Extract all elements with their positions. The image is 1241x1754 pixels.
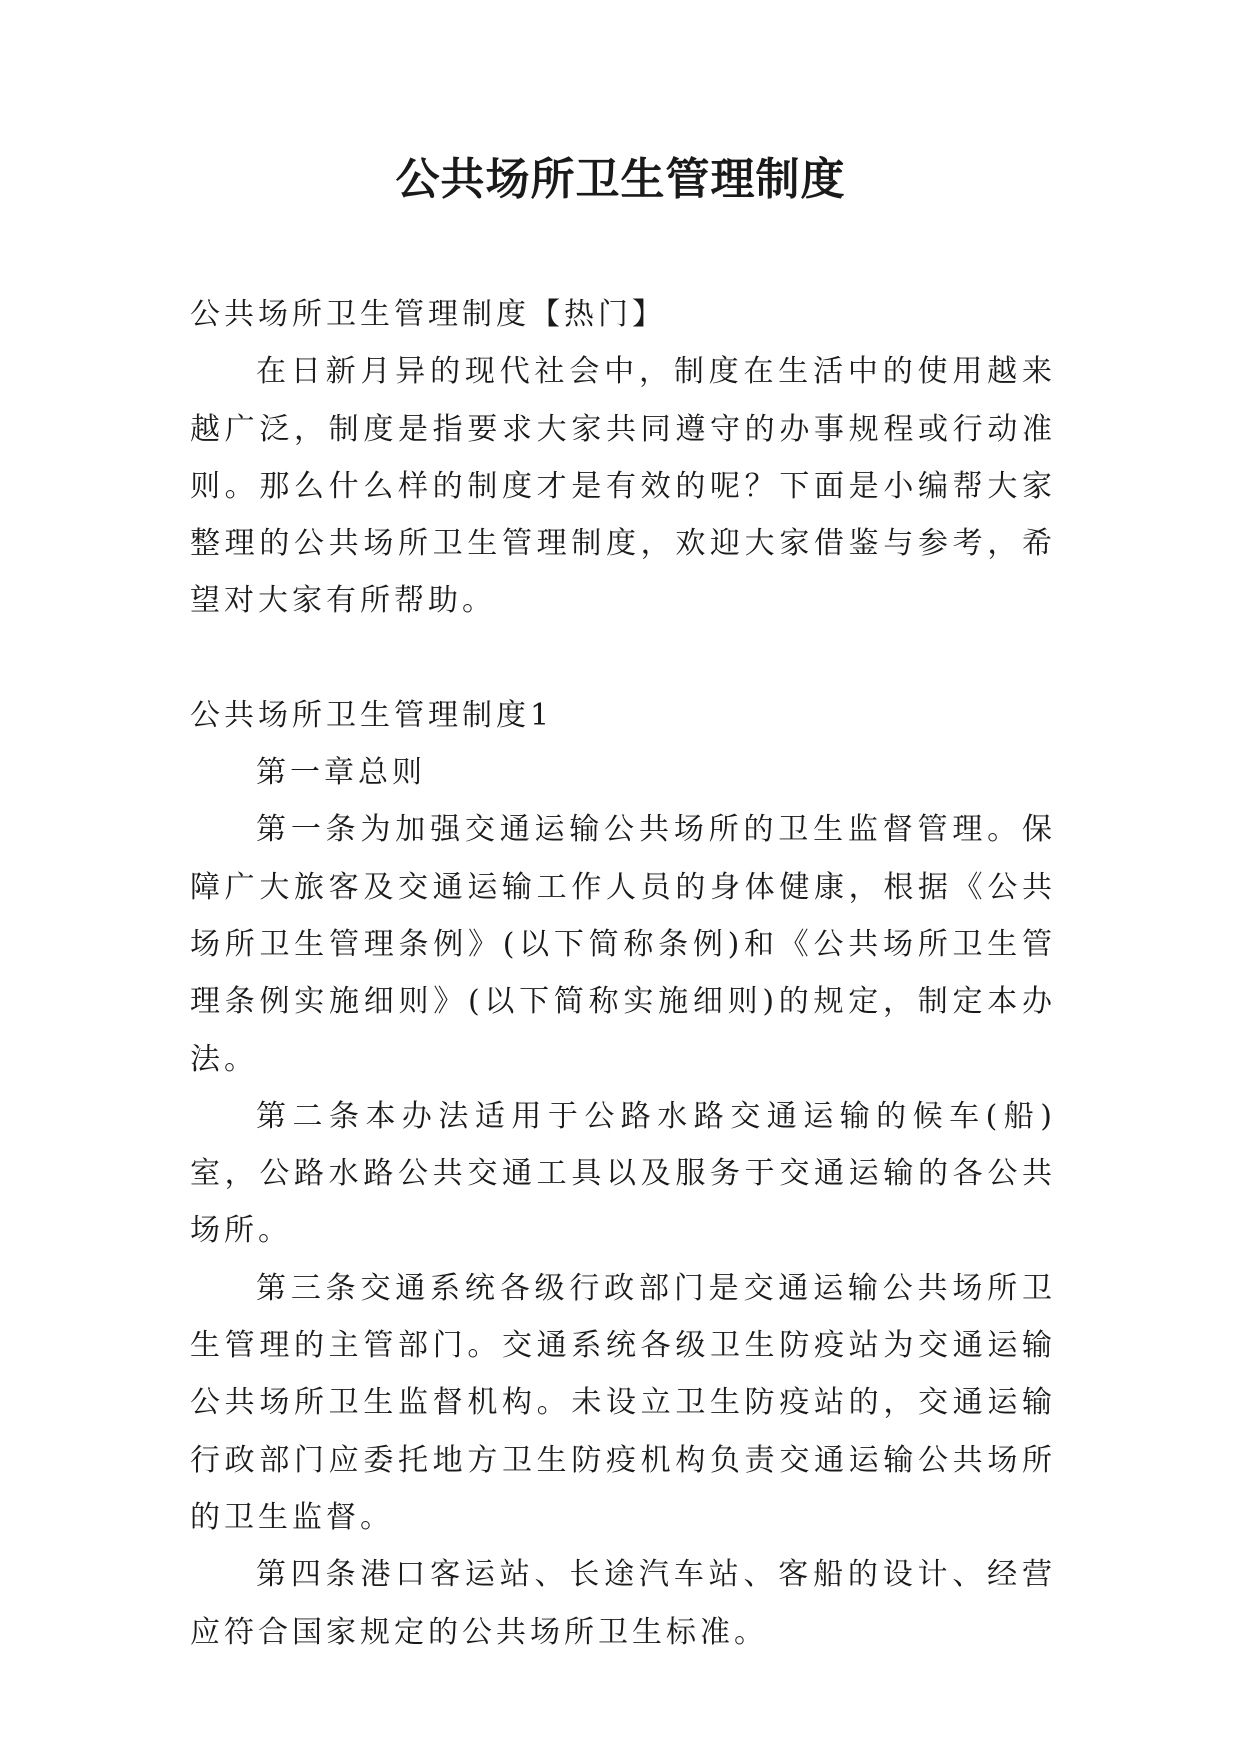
document-body [190,286,1056,1661]
spacer [190,630,1056,687]
article-paragraph: 第四条港口客运站、长途汽车站、客船的设计、经营应符合国家规定的公共场所卫生标准。 [190,1557,1056,1650]
article-paragraph: 第三条交通系统各级行政部门是交通运输公共场所卫生管理的主管部门。交通系统各级卫生防疫站为交通运输公共场所卫生监督机构。未设立卫生防疫站的，交通运输行政部门应委托地方卫生防疫机构负责交通运输公共场所的卫生监督。 [190,1270,1056,1535]
section-heading: 公共场所卫生管理制度1 [190,697,554,733]
intro-paragraph: 在日新月异的现代社会中，制度在生活中的使用越来越广泛，制度是指要求大家共同遵守的办事规程或行动准则。那么什么样的制度才是有效的呢？下面是小编帮大家整理的公共场所卫生管理制度，欢迎大家借鉴与参考，希望对大家有所帮助。 [190,354,1056,619]
article-paragraph: 第一条为加强交通运输公共场所的卫生监督管理。保障广大旅客及交通运输工作人员的身体健康，根据《公共场所卫生管理条例》(以下简称条例)和《公共场所卫生管理条例实施细则》(以下简称实施细则)的规定，制定本办法。 [190,812,1056,1077]
article-paragraph: 第二条本办法适用于公路水路交通运输的候车(船)室，公路水路公共交通工具以及服务于交通运输的各公共场所。 [190,1098,1056,1249]
chapter-heading: 第一章总则 [256,755,426,791]
subtitle: 公共场所卫生管理制度【热门】 [190,297,666,332]
document-title: 公共场所卫生管理制度 [395,154,846,205]
